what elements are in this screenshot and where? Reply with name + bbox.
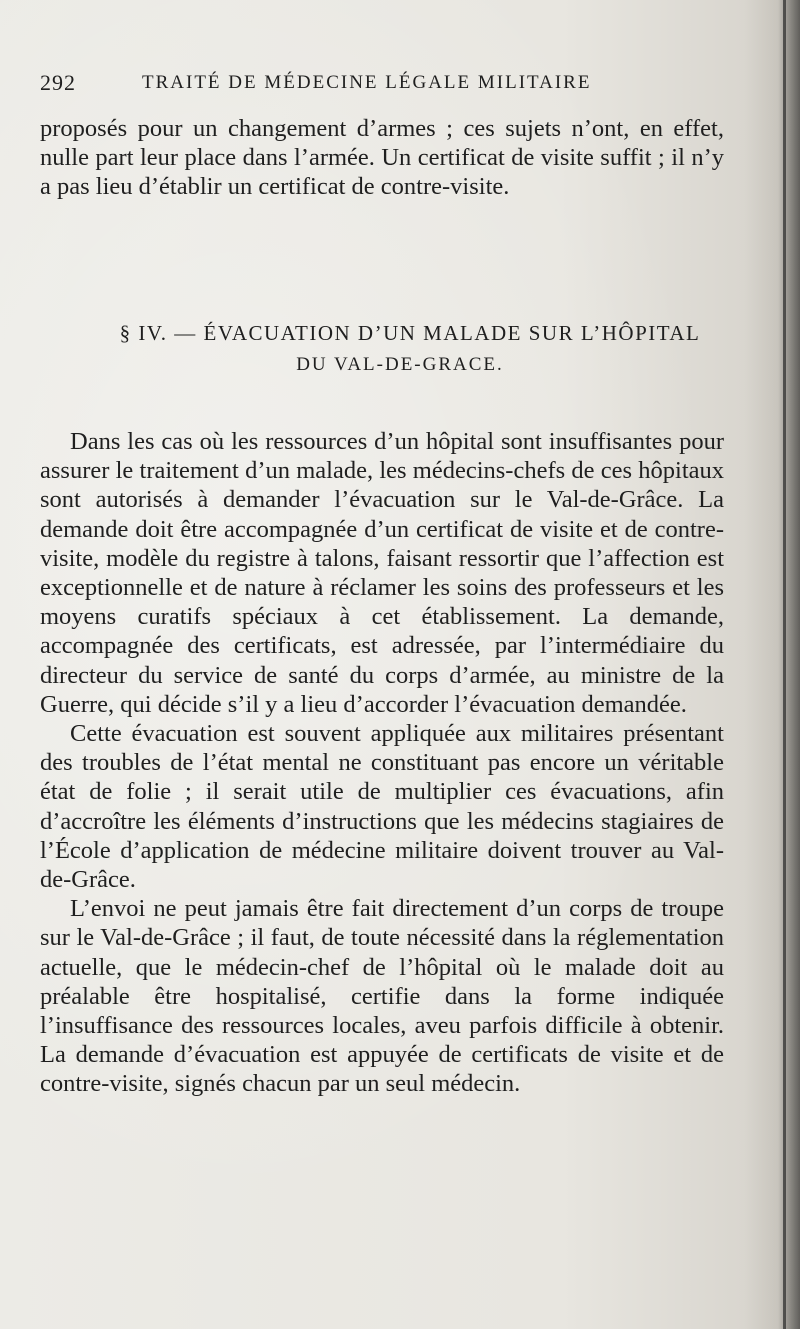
binding-edge xyxy=(783,0,786,1329)
body-text xyxy=(40,427,724,1099)
running-title: TRAITÉ DE MÉDECINE LÉGALE MILITAIRE xyxy=(142,72,592,93)
page-number: 292 xyxy=(40,70,76,95)
section-heading-line2: DU VAL-DE-GRACE. xyxy=(296,354,504,375)
paragraph: Cette évacuation est souvent appliquée aux militaires présentant des troubles de l’état mental ne constituant pas encore un véritable état de folie ; il serait utile de multiplier ces évacuations, afin d’accroître les éléments d’instructions que les médecins stagiaires de l’École d’application de médecine militaire doivent trouver au Val-de-Grâce. xyxy=(40,720,724,894)
section-heading xyxy=(40,314,760,384)
paragraph: Dans les cas où les ressources d’un hôpital sont insuffisantes pour assurer le traitement d’un malade, les médecins-chefs de ces hôpitaux sont autorisés à demander l’évacuation sur le Val-de-Grâce. La demande doit être accompagnée d’un certificat de visite et de contre-visite, modèle du registre à talons, faisant ressortir que l’affection est exceptionnelle et de nature à réclamer les soins des professeurs et les moyens curatifs spéciaux à cet établissement. La demande, accompagnée des certificats, est adressée, par l’intermédiaire du directeur du service de santé du corps d’armée, au ministre de la Guerre, qui décide s’il y a lieu d’accorder l’évacuation demandée. xyxy=(40,428,724,718)
lead-paragraph: proposés pour un changement d’armes ; ces sujets n’ont, en effet, nulle part leur place dans l’armée. Un certificat de visite suffit ; il n’y a pas lieu d’établir un certificat de contre-visite. xyxy=(40,115,724,201)
running-head xyxy=(40,70,760,98)
page-binding-shadow xyxy=(778,0,800,1329)
lead-text xyxy=(40,114,724,202)
paragraph: L’envoi ne peut jamais être fait directement d’un corps de troupe sur le Val-de-Grâce ; il faut, de toute nécessité dans la réglementation actuelle, que le médecin-chef de l’hôpital où le malade doit au préalable être hospitalisé, certifie dans la forme indiquée l’insuffisance des ressources locales, aveu parfois difficile à obtenir. La demande d’évacuation est appuyée de certificats de visite et de contre-visite, signés chacun par un seul médecin. xyxy=(40,895,724,1098)
section-heading-line1: § IV. — ÉVACUATION D’UN MALADE SUR L’HÔPITAL xyxy=(119,321,701,345)
